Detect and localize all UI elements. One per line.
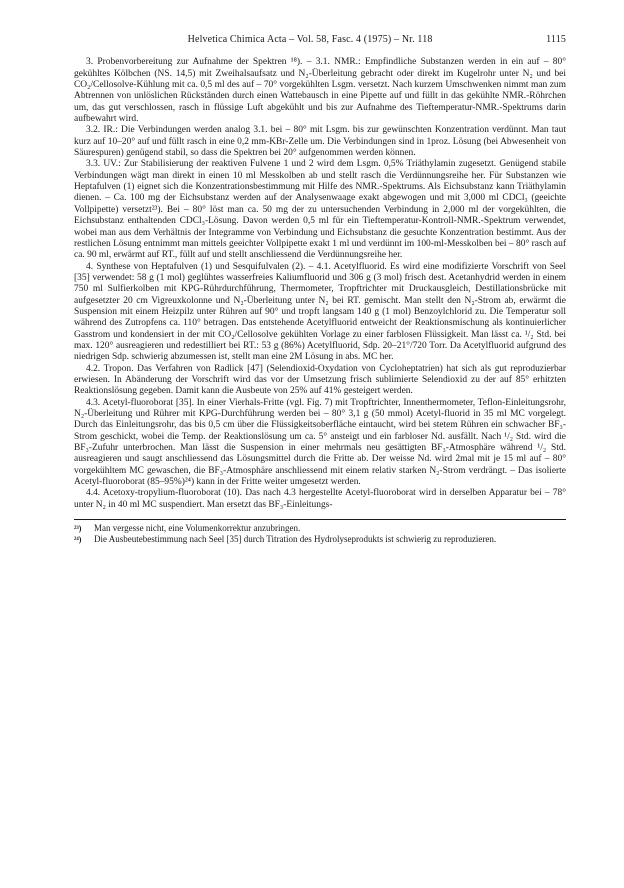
section-3-2-ir: 3.2. IR.: Die Verbindungen werden analog 3.1. bei – 80° mit Lsgm. bis zur gewünschten Konzentration verdünnt. Man taut kurz auf 10–20° auf und füllt rasch in eine 0,2 mm-KBr-Zelle um. Die Verbindungen sind in 1proz. Lösung (bei Abwesenheit von Säurespuren) genügend stabil, so dass die Spektren bei 20° aufgenommen werden können. [74,125,566,159]
footnote-mark: ²⁴) [74,535,82,545]
footnote-24 [74,534,566,545]
section-4-2-tropon: 4.2. Tropon. Das Verfahren von Radlick [47] (Selendioxid-Oxydation von Cycloheptatrien) hat sich als gut reproduzierbar erwiesen. In Abänderung der Vorschrift wird das vor der Umsetzung frisch sublimierte Selendioxid zu der auf 85° erhitzten Reaktionslösung gegeben. Damit kann die Ausbeute von 25% auf 41% gesteigert werden. [74,363,566,397]
footnote-mark: ²³) [74,524,82,534]
journal-citation: Helvetica Chimica Acta – Vol. 58, Fasc. 4 (1975) – Nr. 118 [187,34,433,45]
footnotes [74,519,566,545]
section-3-1-nmr: 3. Probenvorbereitung zur Aufnahme der Spektren ¹⁸). – 3.1. NMR.: Empfindliche Substanzen werden in ein auf – 80° gekühltes Kölbchen (NS. 14,5) mit Zweihalsaufsatz und N₂-Überleitung gebracht oder direkt im Kugelrohr unter N₂ und bei CO₂/Cellosolve-Kühlung mit ca. 0,5 ml des auf – 70° vorgekühlten Lsgm. versetzt. Nach kurzem Umschwenken nimmt man zum Abtrennen von unlöslichen Rückständen durch einen Wattebausch in eine Pipette auf und füllt in das gekühlte NMR.-Röhrchen um, das gut verschlossen, rasch in flüssige Luft abgekühlt und bis zur Aufnahme des Tieftemperatur-NMR.-Spektrums darin aufbewahrt wird. [74,57,566,125]
footnote-text: Man vergesse nicht, eine Volumenkorrektur anzubringen. [94,523,301,534]
running-header [74,34,566,45]
section-4-1-acetylfluorid: 4. Synthese von Heptafulven (1) und Sesquifulvalen (2). – 4.1. Acetylfluorid. Es wird eine modifizierte Vorschrift von Seel [35] verwendet: 58 g (1 mol) geglühtes wasserfreies Kaliumfluorid und 306 g (3 mol) frisch dest. Acetanhydrid werden in einem 750 ml Sulfierkolben mit KPG-Rührdurchführung, Thermometer, Tropftrichter mit Druckausgleich, Destillationsbrücke mit aufgesetzter 20 cm Vigreuxkolonne und N₂-Überleitung unter N₂ bei RT. gemischt. Man stellt den N₂-Strom ab, erwärmt die Suspension mit einem Heizpilz unter Rühren auf 90° und tropft langsam 140 g (1 mol) Benzoylchlorid zu. Die Temperatur soll während des Zutropfens ca. 110° betragen. Das entstehende Acetylfluorid entweicht der Reaktionsmischung als kontinuierlicher Gasstrom und kondensiert in der mit CO₂/Cellosolve gekühlten Vorlage zu einer farblosen Flüssigkeit. Man lässt ca. ¹/₂ Std. bei max. 120° ausreagieren und redestilliert bei RT.: 53 g (86%) Acetylfluorid, Sdp. 20–21°/720 Torr. Da Acetylfluorid aufgrund des niedrigen Sdp. schwierig abzumessen ist, stellt man eine 2M Lösung in abs. MC her. [74,261,566,363]
section-4-4-acetoxy-tropylium: 4.4. Acetoxy-tropylium-fluoroborat (10). Das nach 4.3 hergestellte Acetyl-fluoroborat wird in derselben Apparatur bei – 78° unter N₂ in 40 ml MC suspendiert. Man ersetzt das BF₃-Einleitungs- [74,488,566,510]
footnote-23 [74,523,566,534]
section-4-3-acetyl-fluoroborat: 4.3. Acetyl-fluoroborat [35]. In einer Vierhals-Fritte (vgl. Fig. 7) mit Tropftrichter, Innenthermometer, Teflon-Einleitungsrohr, N₂-Überleitung und Rührer mit KPG-Durchführung werden bei – 80° 3,1 g (50 mmol) Acetyl-fluorid in 35 ml MC vorgelegt. Durch das Einleitungsrohr, das bis 0,5 cm über die Flüssigkeitsoberfläche eintaucht, wird bei stetem Rühren ein schwacher BF₃-Strom geschickt, wobei die Temp. der Reaktionslösung um ca. 5° ansteigt und ein farbloser Nd. ausfällt. Nach ¹/₂ Std. wird die BF₃-Zufuhr unterbrochen. Man lässt die Suspension in einer mehrmals neu gesättigten BF₃-Atmosphäre während ¹/₂ Std. ausreagieren und saugt anschliessend das Lösungsmittel durch die Fritte ab. Der weisse Nd. wird 2mal mit je 15 ml auf – 80° vorgekühltem MC gewaschen, die BF₃-Atmosphäre anschliessend mit einem relativ starken N₂-Strom verdrängt. – Das isolierte Acetyl-fluoroborat (85–95%)²⁴) kann in der Fritte weiter umgesetzt werden. [74,397,566,488]
footnote-text: Die Ausbeutebestimmung nach Seel [35] durch Titration des Hydrolyseprodukts ist schwierig zu reproduzieren. [94,534,497,545]
body-text [74,57,566,511]
page-number: 1115 [546,34,566,45]
section-3-3-uv: 3.3. UV.: Zur Stabilisierung der reaktiven Fulvene 1 und 2 wird dem Lsgm. 0,5% Triäthylamin zugesetzt. Genügend stabile Verbindungen wägt man direkt in einen 10 ml Messkolben ab und stellt rasch die Verdünnungsreihe her. Für Substanzen wie Heptafulven (1) eignet sich die Konzentrationsbestimmung mit Hilfe des NMR.-Spektrums. Als Eichsubstanz kann Triäthylamin dienen. – Ca. 100 mg der Eichsubstanz werden auf der Analysenwaage exakt abgewogen und mit 3,000 ml CDCl₃ (geeichte Vollpipette) versetzt²³). Bei – 80° löst man ca. 50 mg der zu untersuchenden Verbindung in 2,000 ml der vorgekühlten, die Eichsubstanz enthaltenden CDCl₃-Lösung. Davon werden 0,5 ml für ein Tieftemperatur-Kontroll-NMR.-Spektrum verwendet, wobei man aus dem Verhältnis der Integramme von Verbindung und Eichsubstanz die gesuchte Konzentration bestimmt. Aus der restlichen Lösung entnimmt man mittels geeichter Vollpipette exakt 1 ml und verdünnt im 100-ml-Messkolben bei – 80° rasch auf ca. 90 ml, erwärmt auf RT., füllt auf und stellt anschliessend die Verdünnungsreihe her. [74,159,566,261]
footnote-divider [74,519,566,520]
